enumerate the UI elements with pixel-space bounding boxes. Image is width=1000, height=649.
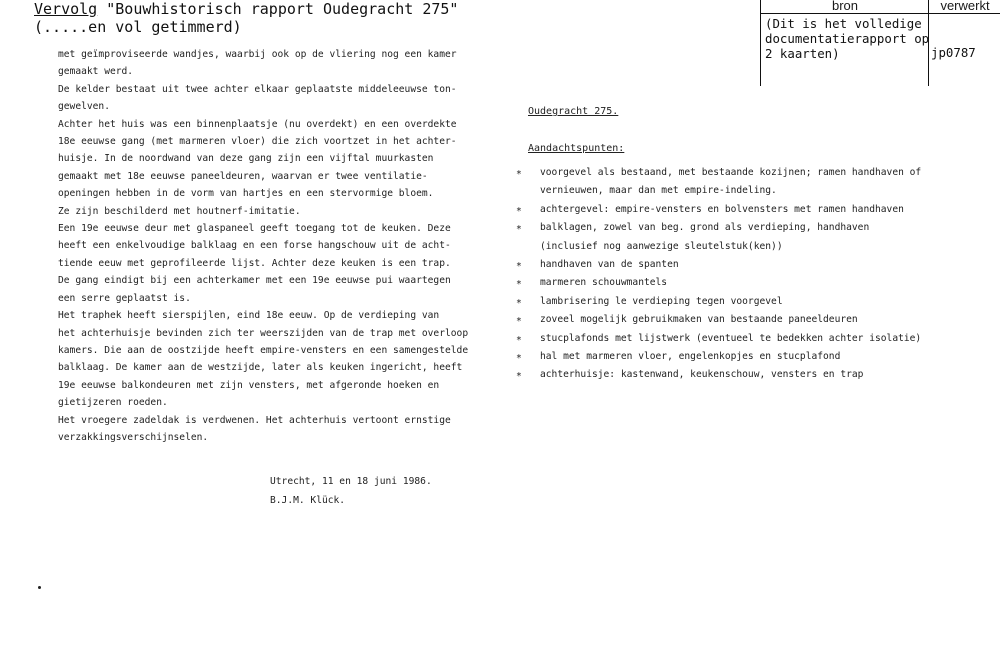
place-date: Utrecht, 11 en 18 juni 1986. (270, 476, 432, 487)
list-item-text: lambrisering le verdieping tegen voorgevel (540, 295, 783, 307)
list-item-text: handhaven van de spanten (540, 259, 679, 271)
bullet-star: * (516, 205, 522, 217)
list-item-text: zoveel mogelijk gebruikmaken van bestaande paneeldeuren (540, 314, 858, 326)
list-item-text: voorgevel als bestaand, met bestaande kozijnen; ramen handhaven of vernieuwen, maar dan met empire-indeling. (540, 167, 922, 197)
document-heading (34, 0, 458, 36)
list-item-text: achtergevel: empire-vensters en bolvensters met ramen handhaven (540, 203, 904, 215)
archive-stamp (760, 0, 1000, 86)
list-item (516, 256, 986, 274)
list-item-text: marmeren schouwmantels (540, 277, 668, 289)
list-item (516, 311, 986, 329)
section-subtitle: Aandachtspunten: (528, 143, 625, 154)
bullet-star: * (516, 353, 522, 365)
list-item (516, 201, 986, 219)
section-title: Oudegracht 275. (528, 106, 619, 117)
report-body-text: met geïmproviseerde wandjes, waarbij ook op de vliering nog een kamer gemaakt werd. De kelder bestaat uit twee achter elkaar geplaatste middeleeuwse ton- gewelven. Achter het huis was een binnenplaatsje (nu overdekt) en een overdekte 18e eeuwse gang (met marmeren vloer) die zich voortzet in het achter- huisje. In de noordwand van deze gang zijn een vijftal muurkasten gemaakt met 18e eeuwse paneeldeuren, waarvan er twee ventilatie- openingen hebben in de vorm van hartjes en een stervormige bloem. Ze zijn beschilderd met houtnerf-imitatie. Een 19e eeuwse deur met glaspaneel geeft toegang tot de keuken. Deze heeft een enkelvoudige balklaag en een forse hangschouw uit de acht- tiende eeuw met geprofileerde lijst. Achter deze keuken is een trap. De gang eindigt bij een achterkamer met een 19e eeuwse pui waartegen een serre geplaatst is. Het traphek heeft sierspijlen, eind 18e eeuw. Op de verdieping van het achterhuisje bevinden zich ter weerszijden van de trap met overloop kamers. Die aan de oostzijde heeft empire-vensters en een samengestelde balklaag. De kamer aan de westzijde, later als keuken ingericht, heeft 19e eeuwse balkondeuren met zijn vensters, met afgeronde hoeken en gietijzeren roeden. Het vroegere zadeldak is verdwenen. Het achterhuis vertoont ernstige verzakkingsverschijnselen. (58, 49, 469, 443)
list-item-text: balklagen, zowel van beg. grond als verdieping, handhaven (inclusief nog aanwezige sleutelstuk(ken)) (540, 222, 870, 252)
vervolg-label: Vervolg (34, 0, 98, 18)
bullet-star: * (516, 334, 522, 346)
bullet-star: * (516, 261, 522, 273)
bullet-star: * (516, 279, 522, 291)
list-item-text: stucplafonds met lijstwerk (eventueel te bedekken achter isolatie) (540, 332, 922, 344)
report-title: "Bouwhistorisch rapport Oudegracht 275" (97, 0, 459, 18)
verwerkt-column (928, 0, 1000, 86)
bullet-star: * (516, 297, 522, 309)
list-item (516, 293, 986, 311)
bron-text: (Dit is het volledige documentatierapport op 2 kaarten) (765, 16, 930, 61)
list-item (516, 274, 986, 292)
stray-dot (38, 586, 41, 589)
list-item-text: achterhuisje: kastenwand, keukenschouw, vensters en trap (540, 369, 864, 381)
list-item (516, 348, 986, 366)
author-name: B.J.M. Klück. (270, 495, 346, 506)
list-item (516, 164, 986, 201)
bron-header: bron (761, 0, 929, 14)
verwerkt-code: jp0787 (931, 45, 976, 60)
bullet-star: * (516, 169, 522, 180)
verwerkt-header: verwerkt (929, 0, 1000, 14)
report-subtitle: (.....en vol getimmerd) (34, 18, 242, 36)
list-item-text: hal met marmeren vloer, engelenkopjes en stucplafond (540, 351, 841, 363)
bullet-star: * (516, 371, 522, 383)
attention-points-list (516, 164, 986, 385)
list-item (516, 330, 986, 348)
bullet-star: * (516, 316, 522, 328)
signature-block (270, 472, 432, 510)
bullet-star: * (516, 224, 522, 236)
bron-column (760, 0, 929, 86)
list-item (516, 366, 986, 384)
list-item (516, 219, 986, 256)
